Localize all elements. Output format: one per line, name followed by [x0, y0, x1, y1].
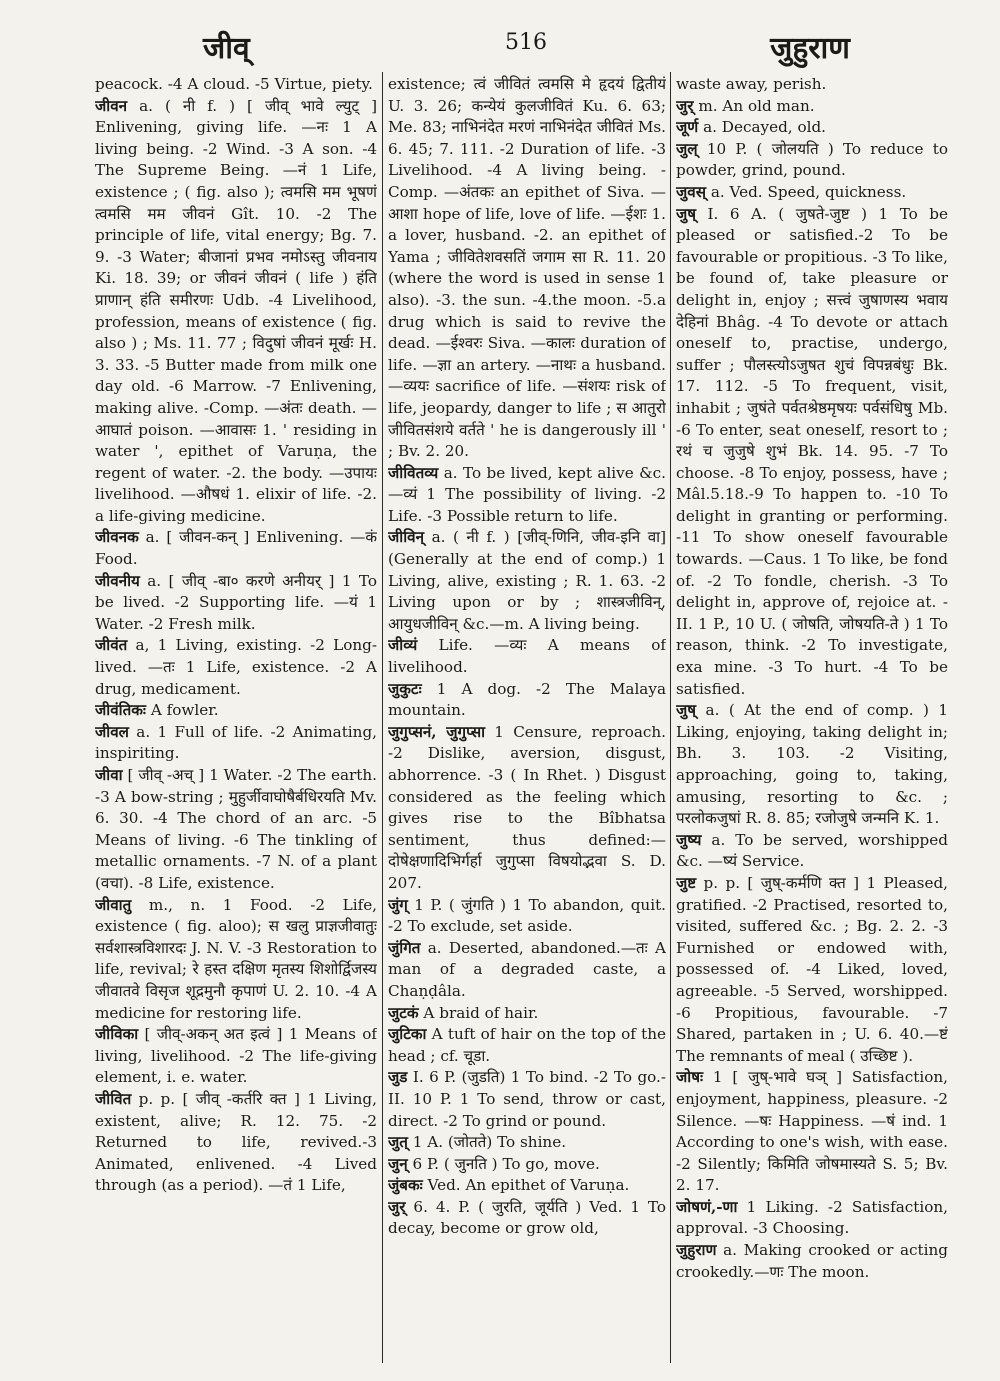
entry-headword: जुत् [388, 1133, 408, 1152]
dictionary-entry [95, 96, 377, 528]
entry-headword: जीवातु [95, 895, 132, 914]
dictionary-entry [388, 679, 666, 722]
entry-definition: A braid of hair. [423, 1003, 539, 1022]
entry-headword: जीवित [95, 1089, 132, 1108]
entry-headword: जुन् [388, 1154, 408, 1173]
entry-headword: जीवल [95, 722, 129, 741]
entry-headword: जूर्ण [676, 118, 699, 137]
column-3 [676, 74, 948, 1361]
entry-definition: 1 A. (जोतते) To shine. [412, 1133, 567, 1152]
entry-definition: I. 6 A. ( जुषते-जुष्ट ) 1 To be pleased or satisfied.-2 To be favourable or propitious. -3 To like, be found of, take pleasure or delight in, enjoy ; सत्त्वं जुषाणस्य भवाय देहिनां Bhâg. -4 To devote or attach oneself to, practise, undergo, suffer ; पौलस्त्योऽजुषत शुचं विपन्नबंधुः Bk. 17. 112. -5 To frequent, visit, inhabit ; जुषंते पर्वतश्रेष्ठमृषयः पर्वसंधिषु Mb. -6 To enter, seat oneself, resort to ; रथं च जुजुषे शुभं Bk. 14. 95. -7 To choose. -8 To enjoy, possess, have ; Mâl.5.18.-9 To happen to. -10 To delight in granting or performing. -11 To show oneself favourable towards. —Caus. 1 To like, be fond of. -2 To fondle, cherish. -3 To delight in, approve of, rejoice at. -II. 1 P., 10 U. ( जोषति, जोषयति-ते ) 1 To reason, think. -2 To investigate, exa mine. -3 To hurt. -4 To be satisfied. [676, 204, 948, 698]
entry-headword: जुहुराण [676, 1241, 717, 1260]
column-1 [95, 74, 377, 1361]
entry-headword: जीवितव्य [388, 463, 439, 482]
dictionary-entry [676, 96, 948, 118]
dictionary-entry [676, 1240, 948, 1283]
dictionary-entry [388, 722, 666, 895]
dictionary-entry [95, 895, 377, 1025]
entry-headword: जुर् [676, 96, 694, 115]
entry-definition: A tuft of hair on the top of the head ; cf. चूडा. [388, 1025, 666, 1065]
dictionary-entry [95, 527, 377, 570]
entry-definition: 1 Liking. -2 Satisfaction, approval. -3 Choosing. [676, 1197, 948, 1238]
dictionary-entry [388, 1132, 666, 1154]
dictionary-entry [388, 895, 666, 938]
dictionary-entry [388, 1175, 666, 1197]
entry-definition: a. [ जीव् -बा० करणे अनीयर् ] 1 To be lived. -2 Supporting life. —यं 1 Water. -2 Fresh milk. [95, 571, 377, 633]
entry-definition: a. ( नी f. ) [जीव्-णिनि, जीव-इनि वा] (Generally at the end of comp.) 1 Living, alive, existing ; R. 1. 63. -2 Living upon or by ; शास्त्रजीविन्, आयुधजीविन् &c.—m. A living being. [388, 528, 666, 633]
dictionary-entry [676, 700, 948, 830]
entry-definition: m. An old man. [698, 96, 815, 115]
entry-definition: existence; त्वं जीवितं त्वमसि मे हृदयं द्वितीयं U. 3. 26; कन्येयं कुलजीवितं Ku. 6. 63; Me. 83; नाभिनंदेत मरणं नाभिनंदेत जीवितं Ms. 6. 45; 7. 111. -2 Duration of life. -3 Livelihood. -4 A living being. -Comp. —अंतकः an epithet of Siva. —आशा hope of life, love of life. —ईशः 1. a lover, husband. -2. an epithet of Yama ; जीवितेशवसतिं जगाम सा R. 11. 20 (where the word is used in sense 1 also). -3. the sun. -4.the moon. -5.a drug which is said to revive the dead. —ईश्वरः Siva. —कालः duration of life. —ज्ञा an artery. —नाथः a husband. —व्ययः sacrifice of life. —संशयः risk of life, jeopardy, danger to life ; स आतुरो जीवितसंशये वर्तते ' he is dangerously ill ' ; Bv. 2. 20. [388, 75, 666, 461]
entry-definition: 1 A dog. -2 The Malaya mountain. [388, 679, 666, 720]
entry-headword: जुगुप्सनं, जुगुप्सा [388, 722, 486, 741]
entry-headword: जुड [388, 1068, 408, 1087]
dictionary-entry [388, 635, 666, 678]
column-2 [388, 74, 666, 1361]
entry-definition: p. p. [ जीव् -कर्तरि क्त ] 1 Living, existent, alive; R. 12. 75. -2 Returned to life, revived.-3 Animated, enlivened. -4 Lived through (as a period). —तं 1 Life, [95, 1089, 377, 1195]
dictionary-entry [676, 873, 948, 1067]
entry-definition: [ जीव् -अच् ] 1 Water. -2 The earth. -3 A bow-string ; मुहुर्जीवाघोषैर्बधिरयति Mv. 6. 30. -4 The chord of an arc. -5 Means of living. -6 The tinkling of metallic ornaments. -7 N. of a plant (वचा). -8 Life, existence. [95, 766, 377, 892]
entry-definition: 1 P. ( जुंगति ) 1 To abandon, quit. -2 To exclude, set aside. [388, 895, 666, 936]
entry-headword: जीवनीय [95, 571, 140, 590]
column-rule-2 [670, 72, 671, 1363]
dictionary-entry [388, 1197, 666, 1240]
header-first-word: जीव् [203, 31, 250, 66]
dictionary-entry [95, 571, 377, 636]
entry-definition: a. Ved. Speed, quickness. [710, 182, 907, 201]
entry-definition: m., n. 1 Food. -2 Life, existence ( fig. aloo); स खलु प्राज्ञजीवातुः सर्वशास्त्रविशारदः J. N. V. -3 Restoration to life, revival; रे हस्त दक्षिण मृतस्य शिशोर्द्विजस्य जीवातवे विसृज शूद्रमुनौ कृपाणं U. 2. 10. -4 A medicine for restoring life. [95, 895, 377, 1022]
header-last-word: जुहुराण [770, 31, 850, 66]
dictionary-entry [95, 1089, 377, 1197]
dictionary-entry [388, 74, 666, 463]
dictionary-entry [676, 830, 948, 873]
entry-definition: [ जीव्-अकन् अत इत्वं ] 1 Means of living, livelihood. -2 The life-giving element, i. e. water. [95, 1025, 377, 1087]
dictionary-entry [676, 139, 948, 182]
entry-definition: 6 P. ( जुनति ) To go, move. [412, 1154, 600, 1173]
entry-definition: a. Deserted, abandoned.—तः A man of a degraded caste, a Chaṇḍâla. [388, 938, 666, 1000]
entry-definition: a. [ जीवन-कन् ] Enlivening. —कं Food. [95, 528, 377, 569]
dictionary-entry [95, 722, 377, 765]
page-number: 516 [505, 30, 547, 55]
entry-headword: जीवनक [95, 528, 139, 547]
entry-headword: जुष् [676, 701, 697, 720]
entry-headword: जुष्य [676, 830, 702, 849]
entry-definition: 10 P. ( जोलयति ) To reduce to powder, grind, pound. [676, 139, 948, 180]
entry-headword: जीविका [95, 1025, 139, 1044]
entry-definition: waste away, perish. [676, 75, 827, 93]
dictionary-entry [388, 1003, 666, 1025]
entry-headword: जीविन् [388, 528, 425, 547]
dictionary-entry [388, 527, 666, 635]
entry-definition: a. Decayed, old. [703, 118, 827, 137]
entry-headword: जुटिका [388, 1025, 427, 1044]
entry-headword: जुंबकः [388, 1176, 423, 1195]
entry-definition: a. Making crooked or acting crookedly.—णः The moon. [676, 1241, 948, 1281]
dictionary-entry [388, 463, 666, 528]
entry-definition: a. ( नी f. ) [ जीव् भावे ल्युट् ] Enlivening, giving life. —नः 1 A living being. -2 Wind. -3 A son. -4 The Supreme Being. —नं 1 Life, existence ; ( fig. also ); त्वमसि मम भूषणं त्वमसि मम जीवनं Gît. 10. -2 The principle of life, vital energy; Bg. 7. 9. -3 Water; बीजानां प्रभव नमोऽस्तु जीवनाय Ki. 18. 39; or जीवनं जीवनं ( life ) हंति प्राणान् हंति समीरणः Udb. -4 Livelihood, profession, means of existence ( fig. also ) ; Ms. 11. 77 ; विदुषां जीवनं मूर्खः H. 3. 33. -5 Butter made from milk one day old. -6 Marrow. -7 Enlivening, making alive. -Comp. —अंतः death. —आघातं poison. —आवासः 1. ' residing in water ', epithet of Varuṇa, the regent of water. -2. the body. —उपायः livelihood. —औषधं 1. elixir of life. -2. a life-giving medicine. [95, 96, 377, 525]
entry-headword: जोषः [676, 1068, 704, 1087]
dictionary-entry [95, 765, 377, 895]
entry-headword: जुंग् [388, 895, 408, 914]
entry-headword: जुष् [676, 204, 697, 223]
entry-headword: जुल् [676, 139, 698, 158]
entry-definition: a. To be served, worshipped &c. —ष्यं Service. [676, 830, 948, 871]
dictionary-entry [676, 74, 948, 96]
entry-definition: peacock. -4 A cloud. -5 Virtue, piety. [95, 75, 373, 93]
dictionary-entry [676, 1067, 948, 1197]
dictionary-entry [95, 700, 377, 722]
entry-headword: जोषणं,-णा [676, 1197, 738, 1216]
entry-definition: a. To be lived, kept alive &c. —व्यं 1 The possibility of living. -2 Life. -3 Possible return to life. [388, 463, 666, 525]
dictionary-entry [388, 1154, 666, 1176]
dictionary-entry [388, 1067, 666, 1132]
entry-definition: a, 1 Living, existing. -2 Long-lived. —तः 1 Life, existence. -2 A drug, medicament. [95, 636, 377, 698]
entry-definition: I. 6 P. (जुडति) 1 To bind. -2 To go.-II. 10 P. 1 To send, throw or cast, direct. -2 To grind or pound. [388, 1068, 666, 1130]
entry-headword: जीवन [95, 96, 128, 115]
entry-headword: जुष्ट [676, 873, 697, 892]
entry-definition: p. p. [ जुष्-कर्मणि क्त ] 1 Pleased, gratified. -2 Practised, resorted to, visited, suffered &c. ; Bg. 2. 2. -3 Furnished or endowed with, possessed of. -4 Liked, loved, agreeable. -5 Served, worshipped. -6 Propitious, favourable. -7 Shared, partaken in ; U. 6. 40.—ष्टं The remnants of meal ( उच्छिष्ट ). [676, 873, 948, 1065]
dictionary-entry [95, 74, 377, 96]
entry-definition: a. ( At the end of comp. ) 1 Liking, enjoying, taking delight in; Bh. 3. 103. -2 Visiting, approaching, going to, taking, amusing, resorting to &c. ; परलोकजुषां R. 8. 85; रजोजुषे जन्मनि K. 1. [676, 701, 948, 828]
dictionary-entry [676, 1197, 948, 1240]
entry-headword: जीवंत [95, 636, 128, 655]
entry-headword: जीव्यं [388, 636, 418, 655]
page-header [95, 22, 850, 66]
entry-definition: a. 1 Full of life. -2 Animating, inspiriting. [95, 722, 377, 763]
dictionary-entry [95, 635, 377, 700]
entry-headword: जुर् [388, 1197, 406, 1216]
entry-definition: 1 Censure, reproach. -2 Dislike, aversion, disgust, abhorrence. -3 ( In Rhet. ) Disgust considered as the feeling which gives rise to the Bîbhatsa sentiment, thus defined:—दोषेक्षणादिभिर्गर्हा जुगुप्सा विषयोद्भवा S. D. 207. [388, 722, 666, 892]
entry-definition: A fowler. [150, 701, 219, 720]
dictionary-entry [388, 938, 666, 1003]
entry-definition: Life. —व्यः A means of livelihood. [388, 636, 666, 677]
column-rule-1 [382, 72, 383, 1363]
entry-definition: Ved. An epithet of Varuṇa. [427, 1176, 630, 1195]
entry-headword: जीवा [95, 766, 123, 784]
entry-headword: जुकुटः [388, 679, 422, 698]
entry-headword: जुटकं [388, 1003, 419, 1022]
entry-headword: जीवंतिकः [95, 701, 146, 720]
entry-headword: जुवस् [676, 182, 706, 201]
entry-headword: जुंगित [388, 938, 421, 957]
dictionary-entry [676, 117, 948, 139]
dictionary-entry [676, 182, 948, 204]
entry-definition: 6. 4. P. ( जुरति, जूर्यति ) Ved. 1 To decay, become or grow old, [388, 1197, 666, 1238]
dictionary-entry [95, 1024, 377, 1089]
entry-definition: 1 [ जुष्-भावे घञ् ] Satisfaction, enjoyment, happiness, pleasure. -2 Silence. —षः Happiness. —षं ind. 1 According to one's wish, with ease. -2 Silently; किमिति जोषमास्यते S. 5; Bv. 2. 17. [676, 1068, 948, 1195]
dictionary-entry [388, 1024, 666, 1067]
dictionary-entry [676, 204, 948, 701]
